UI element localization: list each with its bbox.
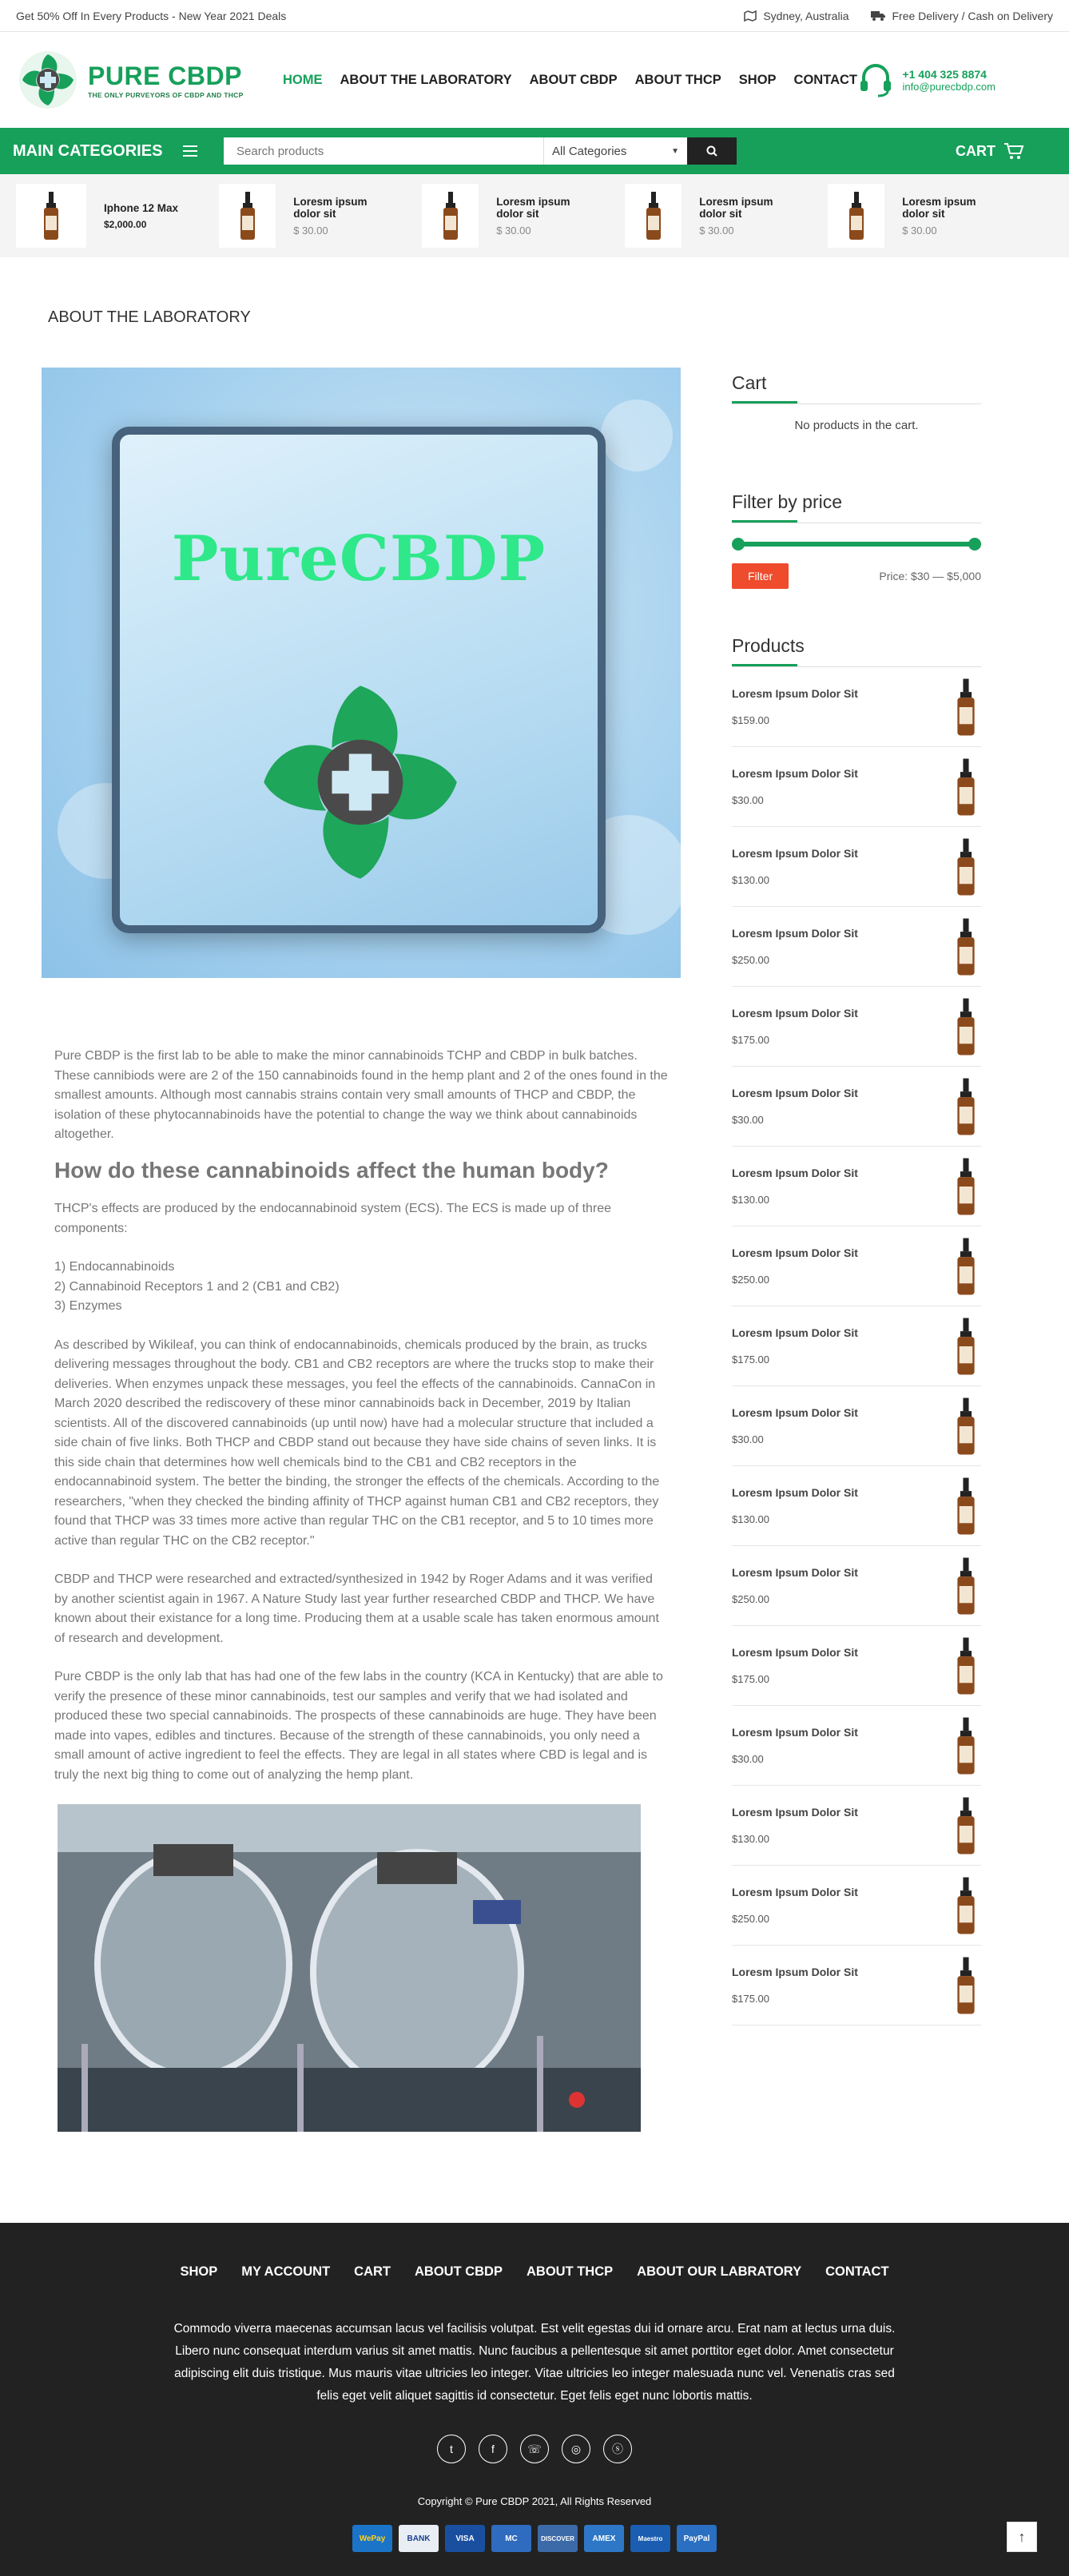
products-widget-title: Products — [732, 630, 981, 666]
payment-bank-icon: BANK — [399, 2525, 439, 2552]
product-thumb — [422, 184, 479, 248]
dropper-bottle-icon — [956, 1796, 976, 1855]
lab-equipment-illustration — [58, 1804, 641, 2132]
site-header — [0, 32, 1069, 128]
article-heading: How do these cannabinoids affect the human body? — [54, 1157, 609, 1183]
sidebar-product-name: Loresm Ipsum Dolor Sit — [732, 1406, 858, 1419]
sidebar-product[interactable] — [732, 1866, 981, 1946]
sidebar-product-price: $175.00 — [732, 1993, 769, 2005]
payment-discover-icon: DISCOVER — [538, 2525, 578, 2552]
payment-mastercard-icon: MC — [491, 2525, 531, 2552]
dropper-bottle-icon — [956, 678, 976, 737]
scroll-to-top-button[interactable] — [1007, 2522, 1037, 2552]
sidebar-product-price: $175.00 — [732, 1673, 769, 1685]
sidebar-product-price: $175.00 — [732, 1354, 769, 1366]
sidebar-product-price: $250.00 — [732, 1274, 769, 1286]
cart-icon — [1003, 142, 1024, 160]
dropper-bottle-icon — [956, 1157, 976, 1216]
strip-item-title: Loresm ipsum dolor sit — [699, 195, 773, 220]
dropper-bottle-icon — [956, 1716, 976, 1775]
dropper-bottle-icon — [956, 1077, 976, 1136]
sidebar-product-name: Loresm Ipsum Dolor Sit — [732, 1566, 858, 1579]
instagram-icon[interactable]: ◎ — [562, 2435, 590, 2463]
site-logo[interactable] — [18, 50, 273, 110]
sidebar-product-price: $250.00 — [732, 1913, 769, 1925]
strip-item[interactable] — [16, 184, 187, 248]
sidebar-product-name: Loresm Ipsum Dolor Sit — [732, 1007, 858, 1020]
sidebar-product-price: $30.00 — [732, 1433, 764, 1445]
product-thumb — [16, 184, 86, 248]
dropper-bottle-icon — [956, 1636, 976, 1695]
strip-item[interactable] — [828, 184, 999, 248]
nav-about-cbdp[interactable]: ABOUT CBDP — [529, 72, 618, 87]
sidebar-product-price: $159.00 — [732, 714, 769, 726]
main-categories-toggle[interactable] — [13, 142, 224, 161]
search-input[interactable] — [224, 137, 543, 165]
dropper-bottle-icon — [956, 757, 976, 817]
sidebar-product-price: $130.00 — [732, 1833, 769, 1845]
cart-label: CART — [956, 142, 995, 159]
strip-item[interactable] — [219, 184, 390, 248]
footer-nav-about-cbdp[interactable]: ABOUT CBDP — [414, 2264, 503, 2279]
page-content — [42, 368, 681, 2132]
sidebar-product[interactable] — [732, 747, 981, 827]
sidebar-product-name: Loresm Ipsum Dolor Sit — [732, 767, 858, 780]
price-range-slider[interactable] — [735, 538, 978, 551]
sidebar-product[interactable] — [732, 1786, 981, 1866]
location-info — [744, 10, 848, 22]
products-list — [732, 667, 981, 2025]
delivery-text: Free Delivery / Cash on Delivery — [892, 9, 1053, 22]
footer-nav-about-laboratory[interactable]: ABOUT OUR LABRATORY — [637, 2264, 802, 2279]
sidebar-product-name: Loresm Ipsum Dolor Sit — [732, 927, 858, 940]
logo-icon — [252, 674, 468, 890]
dropper-bottle-icon — [848, 192, 865, 240]
nav-shop[interactable]: SHOP — [738, 72, 777, 87]
twitter-icon[interactable]: t — [437, 2435, 466, 2463]
sidebar-product[interactable] — [732, 1226, 981, 1306]
sidebar-product-name: Loresm Ipsum Dolor Sit — [732, 1167, 858, 1179]
nav-contact[interactable]: CONTACT — [793, 72, 857, 87]
sidebar-product[interactable] — [732, 1386, 981, 1466]
sidebar-product-price: $30.00 — [732, 1114, 764, 1126]
strip-item-title: Loresm ipsum dolor sit — [902, 195, 976, 220]
sidebar-product[interactable] — [732, 667, 981, 747]
strip-item-title: Loresm ipsum dolor sit — [496, 195, 570, 220]
nav-about-laboratory[interactable]: ABOUT THE LABORATORY — [340, 72, 512, 87]
dropper-bottle-icon — [956, 1477, 976, 1536]
hero-brand-text: PureCBDP — [171, 523, 546, 595]
filter-button[interactable]: Filter — [732, 563, 789, 589]
menu-icon — [183, 145, 197, 157]
strip-item-price: $ 30.00 — [293, 224, 328, 237]
sidebar-product[interactable] — [732, 1946, 981, 2025]
sidebar-product-name: Loresm Ipsum Dolor Sit — [732, 1486, 858, 1499]
sidebar-product-price: $130.00 — [732, 874, 769, 886]
strip-item-price: $ 30.00 — [699, 224, 734, 237]
sidebar-product-name: Loresm Ipsum Dolor Sit — [732, 687, 858, 700]
strip-item-price: $ 30.00 — [496, 224, 531, 237]
product-thumb — [625, 184, 682, 248]
arrow-up-icon: ↑ — [1018, 2528, 1026, 2545]
sidebar-product[interactable] — [732, 987, 981, 1067]
dropper-bottle-icon — [956, 1956, 976, 2015]
sidebar-product-price: $250.00 — [732, 1593, 769, 1605]
chevron-down-icon: ▼ — [671, 146, 679, 156]
sidebar-product-price: $250.00 — [732, 954, 769, 966]
article-list — [54, 1258, 668, 1317]
main-nav — [283, 73, 857, 88]
sidebar-product[interactable] — [732, 827, 981, 907]
dropper-bottle-icon — [956, 997, 976, 1056]
nav-home[interactable]: HOME — [283, 72, 323, 87]
header-email[interactable]: info@purecbdp.com — [902, 80, 995, 93]
product-thumb — [219, 184, 276, 248]
header-phone[interactable]: +1 404 325 8874 — [902, 67, 987, 81]
payment-wepay-icon: WePay — [352, 2525, 392, 2552]
list-item: 2) Cannabinoid Receptors 1 and 2 (CB1 and CB2) — [54, 1279, 340, 1294]
price-range-text: Price: $30 — $5,000 — [879, 570, 981, 582]
footer-nav-shop[interactable]: SHOP — [180, 2264, 218, 2279]
logo-name: PURE CBDP — [88, 61, 242, 90]
sidebar-product-price: $30.00 — [732, 794, 764, 806]
logo-icon — [18, 50, 78, 110]
sidebar-product[interactable] — [732, 1706, 981, 1786]
sidebar-product[interactable] — [732, 1626, 981, 1706]
dropper-bottle-icon — [239, 192, 256, 240]
dropper-bottle-icon — [442, 192, 459, 240]
main-layout — [0, 368, 1069, 2132]
slider-max-handle[interactable] — [968, 538, 981, 551]
sidebar-product-price: $175.00 — [732, 1034, 769, 1046]
dropper-bottle-icon — [956, 1397, 976, 1456]
payment-amex-icon: AMEX — [584, 2525, 624, 2552]
dropper-bottle-icon — [645, 192, 662, 240]
strip-item-title: Iphone 12 Max — [104, 201, 179, 214]
copyright: Copyright © Pure CBDP 2021, All Rights Reserved — [417, 2495, 652, 2507]
price-filter-row — [732, 563, 981, 589]
sidebar-product-name: Loresm Ipsum Dolor Sit — [732, 1886, 858, 1898]
sidebar-product[interactable] — [732, 907, 981, 987]
main-categories-label: MAIN CATEGORIES — [13, 141, 163, 160]
strip-item-price: $ 30.00 — [902, 224, 937, 237]
footer-nav-cart[interactable]: CART — [354, 2264, 391, 2279]
footer-description: Commodo viverra maecenas accumsan lacus vel facilisis volutpat. Est velit egestas dui id ornare arcu. Erat nam at lectus urna duis. Libero nunc consequat interdum varius sit amet mattis. Nunc faucibus a pellentesque sit amet porttitor eget dolor. Amet consectetur adipiscing elit duis tristique. Mus mauris vitae ultricies leo integer. Vitae ultricies leo integer malesuada nunc vel. Venenatis cras sed felis eget velit aliquet sagittis id consectetur. Eget felis eget nunc lobortis mattis. — [173, 2322, 896, 2403]
site-footer — [0, 2223, 1069, 2576]
article-paragraph: THCP's effects are produced by the endocannabinoid system (ECS). The ECS is made up of three components: — [54, 1202, 612, 1235]
cart-widget-title: Cart — [732, 368, 981, 403]
dropper-bottle-icon — [956, 1876, 976, 1935]
header-contact — [857, 62, 995, 98]
footer-nav-my-account[interactable]: MY ACCOUNT — [241, 2264, 331, 2279]
sidebar-product-price: $130.00 — [732, 1513, 769, 1525]
facebook-icon[interactable]: f — [479, 2435, 507, 2463]
sidebar-product[interactable] — [732, 1067, 981, 1147]
sidebar-product-name: Loresm Ipsum Dolor Sit — [732, 1087, 858, 1099]
product-thumb — [828, 184, 884, 248]
strip-item[interactable] — [625, 184, 796, 248]
list-item: 1) Endocannabinoids — [54, 1260, 175, 1274]
price-filter-title: Filter by price — [732, 487, 981, 523]
search-button[interactable] — [687, 137, 737, 165]
list-item: 3) Enzymes — [54, 1299, 122, 1313]
slider-min-handle[interactable] — [732, 538, 745, 551]
sidebar-product[interactable] — [732, 1546, 981, 1626]
sidebar-product-price: $30.00 — [732, 1753, 764, 1765]
sidebar-product-name: Loresm Ipsum Dolor Sit — [732, 1246, 858, 1259]
dropper-bottle-icon — [956, 1317, 976, 1376]
footer-nav — [0, 2264, 1069, 2280]
strip-item-price: $2,000.00 — [104, 218, 147, 230]
dropper-bottle-icon — [956, 1556, 976, 1616]
category-select-value: All Categories — [552, 144, 627, 158]
article-paragraph: CBDP and THCP were researched and extracted/synthesized in 1942 by Roger Adams and it was verified by another scientist again in 1967. A Nature Study last year further researched CBDP and THCP. We have known about their existance for a long time. Producing them at a usable scale has taken enormous amount of research and development. — [54, 1572, 659, 1645]
sidebar-product-price: $130.00 — [732, 1194, 769, 1206]
article-paragraph: Pure CBDP is the first lab to be able to make the minor cannabinoids TCHP and CBDP in bulk batches. These cannibiods were are 2 of the 150 cannabinoids found in the hemp plant and 2 of the ones found in the smallest amounts. Although most cannabis strains contain very small amounts of THCP and CBDP, the isolation of these phytocannabinoids have the potential to change the way we think about cannabinoids altogether. — [54, 1049, 668, 1141]
sidebar-product-name: Loresm Ipsum Dolor Sit — [732, 847, 858, 860]
footer-nav-about-thcp[interactable]: ABOUT THCP — [526, 2264, 614, 2279]
social-links — [0, 2435, 1069, 2463]
skype-icon[interactable]: ⓢ — [603, 2435, 632, 2463]
products-widget — [732, 630, 981, 2025]
page-title: ABOUT THE LABORATORY — [48, 308, 251, 326]
sidebar-product[interactable] — [732, 1147, 981, 1226]
dropper-bottle-icon — [956, 917, 976, 976]
sidebar-product-name: Loresm Ipsum Dolor Sit — [732, 1806, 858, 1819]
sidebar-product-name: Loresm Ipsum Dolor Sit — [732, 1326, 858, 1339]
article-body — [42, 1047, 681, 1785]
sidebar-product-name: Loresm Ipsum Dolor Sit — [732, 1726, 858, 1739]
footer-nav-contact[interactable]: CONTACT — [825, 2264, 889, 2279]
category-bar — [0, 128, 1069, 174]
delivery-info — [871, 10, 1053, 22]
sidebar — [732, 368, 981, 2132]
map-icon — [744, 10, 757, 22]
strip-item[interactable] — [422, 184, 593, 248]
featured-products-strip — [0, 174, 1069, 257]
headset-icon — [857, 62, 894, 98]
search-icon — [706, 145, 717, 157]
dropper-bottle-icon — [956, 1237, 976, 1296]
payment-paypal-icon: PayPal — [677, 2525, 717, 2552]
category-select[interactable] — [543, 137, 687, 165]
logo-tagline: THE ONLY PURVEYORS OF CBDP AND THCP — [88, 90, 244, 99]
sidebar-product-name: Loresm Ipsum Dolor Sit — [732, 1646, 858, 1659]
sidebar-product[interactable] — [732, 1306, 981, 1386]
hero-box — [112, 427, 606, 933]
header-cart-link[interactable] — [956, 142, 1024, 160]
dropper-bottle-icon — [956, 837, 976, 896]
payment-visa-icon: VISA — [445, 2525, 485, 2552]
top-bar — [0, 0, 1069, 32]
promo-text: Get 50% Off In Every Products - New Year 2021 Deals — [16, 9, 287, 22]
payment-methods — [0, 2525, 1069, 2552]
nav-about-thcp[interactable]: ABOUT THCP — [634, 72, 721, 87]
article-paragraph: As described by Wikileaf, you can think of endocannabinoids, chemicals produced by the brain, as trucks delivering messages throughout the body. CB1 and CB2 receptors are where the trucks stop to make their deliveries. When enzymes unpack these messages, you feel the effects of the cannabinoids. CannaCon in March 2020 described the rediscovery of these minor cannabinoids back in December, 2019 by Italian scientists. All of the discovered cannabinoids (up until now) have had a molecular structure that included a side chain of five links. Both THCP and CBDP stand out because they have side chains of seven links. It is this side chain that determines how well chemicals bind to the CB1 and CB2 receptors in the endocannabinoid system. The better the binding, the stronger the effects of the chemicals. According to the researchers, "when they checked the binding affinity of THCP against human CB1 and CB2 receptors, they found that THCP was 33 times more active than regular THC on the CB1 receptor, and 5 to 10 times more active than regular THC on the CB2 receptor." — [54, 1338, 660, 1548]
sidebar-product-name: Loresm Ipsum Dolor Sit — [732, 1966, 858, 1978]
whatsapp-icon[interactable]: ☏ — [520, 2435, 549, 2463]
payment-maestro-icon: Maestro — [630, 2525, 670, 2552]
hero-image — [42, 368, 681, 978]
truck-icon — [871, 10, 885, 21]
sidebar-product[interactable] — [732, 1466, 981, 1546]
dropper-bottle-icon — [42, 192, 60, 240]
strip-item-title: Loresm ipsum dolor sit — [293, 195, 368, 220]
product-search — [224, 137, 737, 165]
article-paragraph: Pure CBDP is the only lab that has had one of the few labs in the country (KCA in Kentucky) that are able to verify the presence of these minor cannabinoids, test our samples and verify that we had isolated and produced these two special cannabinoids. The prospects of these cannabinoids are huge. They have been made into vapes, edibles and tinctures. Because of the strength of these cannabinoids, you only need a small amount of active ingredient to feel the effects. They are legal in all states where CBD is legal and is truly the next big thing to come out of analyzing the hemp plant. — [54, 1670, 663, 1782]
cart-empty-message: No products in the cart. — [794, 419, 919, 432]
laboratory-photo — [58, 1804, 641, 2132]
location-text: Sydney, Australia — [763, 9, 849, 22]
